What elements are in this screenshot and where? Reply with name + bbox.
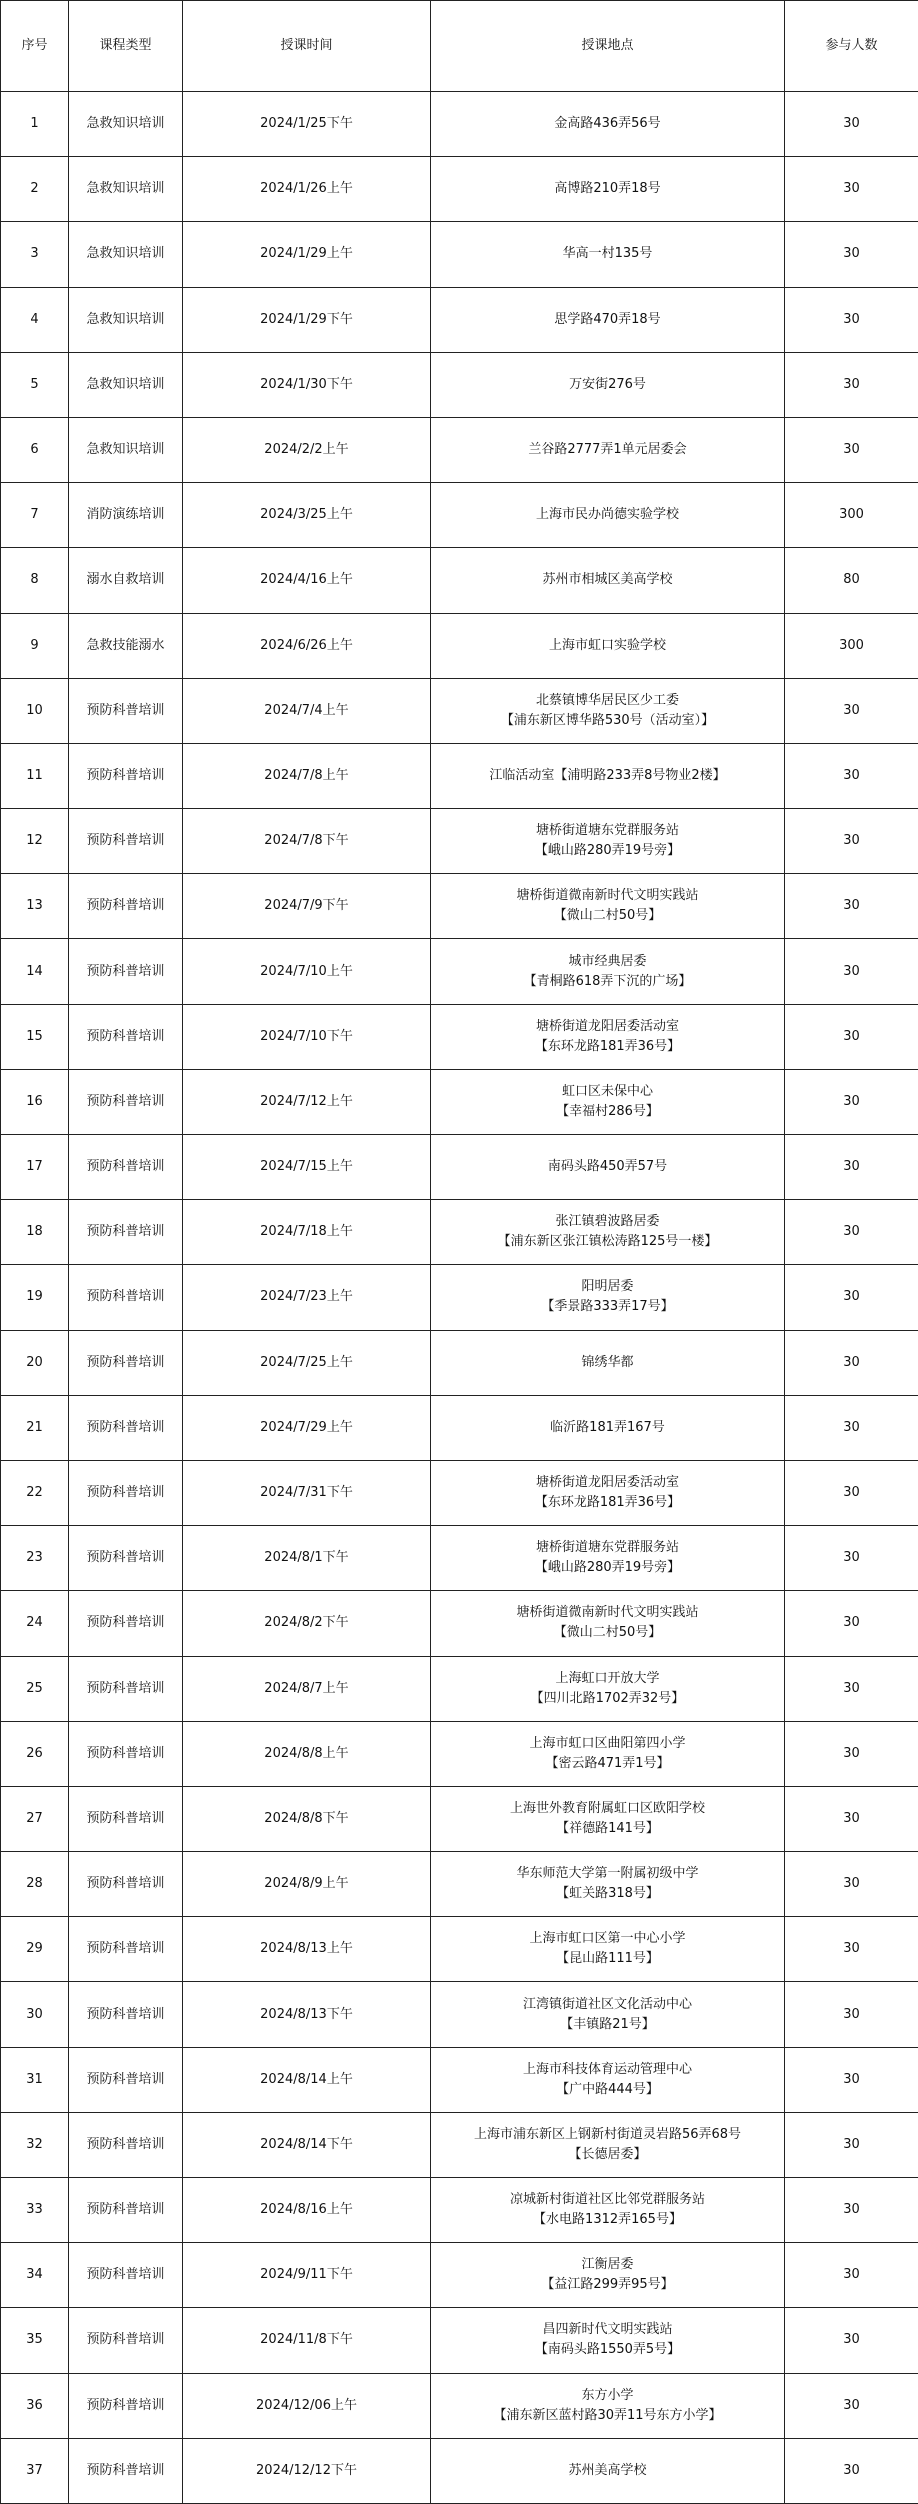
row-index: 4 (1, 287, 69, 352)
row-index: 26 (1, 1721, 69, 1786)
table-row (1, 678, 918, 743)
row-course-type: 急救知识培训 (69, 157, 183, 222)
location-line-1: 虹口区未保中心 (435, 1082, 780, 1102)
row-participants: 30 (785, 678, 918, 743)
table-row (1, 483, 918, 548)
row-course-type: 预防科普培训 (69, 2243, 183, 2308)
row-participants: 30 (785, 1982, 918, 2047)
location-line-1: 南码头路450弄57号 (435, 1157, 780, 1177)
row-index: 30 (1, 1982, 69, 2047)
row-index: 17 (1, 1135, 69, 1200)
location-line-1: 张江镇碧波路居委 (435, 1212, 780, 1232)
location-line-2: 【虹关路318号】 (435, 1884, 780, 1904)
row-location (431, 1200, 785, 1265)
row-time: 2024/8/1下午 (183, 1526, 431, 1591)
row-participants: 30 (785, 1917, 918, 1982)
table-row (1, 1852, 918, 1917)
row-location (431, 1395, 785, 1460)
row-participants: 30 (785, 1265, 918, 1330)
row-time: 2024/1/25下午 (183, 92, 431, 157)
location-line-2: 【东环龙路181弄36号】 (435, 1493, 780, 1513)
location-line-1: 华高一村135号 (435, 244, 780, 264)
row-course-type: 预防科普培训 (69, 1135, 183, 1200)
location-line-1: 苏州美高学校 (435, 2461, 780, 2481)
row-time: 2024/7/29上午 (183, 1395, 431, 1460)
row-index: 10 (1, 678, 69, 743)
table-row (1, 2373, 918, 2438)
row-location (431, 2308, 785, 2373)
row-participants: 30 (785, 1200, 918, 1265)
table-row (1, 1265, 918, 1330)
row-index: 15 (1, 1004, 69, 1069)
row-time: 2024/3/25上午 (183, 483, 431, 548)
row-time: 2024/8/14下午 (183, 2112, 431, 2177)
row-index: 6 (1, 417, 69, 482)
header-participants: 参与人数 (785, 1, 918, 92)
row-time: 2024/1/29上午 (183, 222, 431, 287)
row-location (431, 2178, 785, 2243)
row-time: 2024/7/12上午 (183, 1069, 431, 1134)
row-location (431, 1265, 785, 1330)
row-participants: 30 (785, 1069, 918, 1134)
row-time: 2024/8/9上午 (183, 1852, 431, 1917)
location-line-2: 【浦东新区蓝村路30弄11号东方小学】 (435, 2406, 780, 2426)
row-course-type: 预防科普培训 (69, 874, 183, 939)
row-time: 2024/7/8上午 (183, 743, 431, 808)
location-line-1: 塘桥街道微南新时代文明实践站 (435, 1603, 780, 1623)
location-line-2: 【微山二村50号】 (435, 906, 780, 926)
row-location (431, 222, 785, 287)
row-location (431, 743, 785, 808)
row-location (431, 1786, 785, 1851)
table-row (1, 1526, 918, 1591)
location-line-1: 江湾镇街道社区文化活动中心 (435, 1995, 780, 2015)
location-line-2: 【幸福村286号】 (435, 1102, 780, 1122)
row-time: 2024/8/13下午 (183, 1982, 431, 2047)
location-line-2: 【益江路299弄95号】 (435, 2275, 780, 2295)
row-time: 2024/8/13上午 (183, 1917, 431, 1982)
row-index: 34 (1, 2243, 69, 2308)
location-line-2: 【丰镇路21号】 (435, 2015, 780, 2035)
row-participants: 30 (785, 809, 918, 874)
row-location (431, 92, 785, 157)
row-time: 2024/8/16上午 (183, 2178, 431, 2243)
row-index: 13 (1, 874, 69, 939)
row-course-type: 消防演练培训 (69, 483, 183, 548)
row-participants: 30 (785, 287, 918, 352)
header-location: 授课地点 (431, 1, 785, 92)
row-course-type: 预防科普培训 (69, 939, 183, 1004)
row-participants: 30 (785, 1721, 918, 1786)
location-line-2: 【南码头路1550弄5号】 (435, 2340, 780, 2360)
table-row (1, 287, 918, 352)
row-course-type: 预防科普培训 (69, 1395, 183, 1460)
location-line-1: 上海市虹口区第一中心小学 (435, 1929, 780, 1949)
table-row (1, 1917, 918, 1982)
row-location (431, 874, 785, 939)
row-course-type: 急救知识培训 (69, 287, 183, 352)
row-index: 8 (1, 548, 69, 613)
row-course-type: 预防科普培训 (69, 1460, 183, 1525)
row-time: 2024/1/26上午 (183, 157, 431, 222)
table-row (1, 1786, 918, 1851)
location-line-1: 阳明居委 (435, 1277, 780, 1297)
row-index: 14 (1, 939, 69, 1004)
row-index: 36 (1, 2373, 69, 2438)
location-line-1: 上海市虹口实验学校 (435, 636, 780, 656)
row-participants: 30 (785, 939, 918, 1004)
row-participants: 30 (785, 352, 918, 417)
row-location (431, 613, 785, 678)
table-row (1, 1721, 918, 1786)
row-time: 2024/7/15上午 (183, 1135, 431, 1200)
location-line-1: 东方小学 (435, 2386, 780, 2406)
row-course-type: 预防科普培训 (69, 1265, 183, 1330)
table-row (1, 1656, 918, 1721)
location-line-2: 【昆山路111号】 (435, 1949, 780, 1969)
row-location (431, 287, 785, 352)
row-participants: 30 (785, 2047, 918, 2112)
location-line-2: 【微山二村50号】 (435, 1623, 780, 1643)
row-location (431, 2438, 785, 2503)
row-time: 2024/7/8下午 (183, 809, 431, 874)
location-line-1: 苏州市相城区美高学校 (435, 570, 780, 590)
row-location (431, 1591, 785, 1656)
row-participants: 30 (785, 2112, 918, 2177)
table-body (1, 92, 918, 2504)
row-course-type: 预防科普培训 (69, 1004, 183, 1069)
row-course-type: 预防科普培训 (69, 2112, 183, 2177)
row-time: 2024/4/16上午 (183, 548, 431, 613)
location-line-1: 昌四新时代文明实践站 (435, 2320, 780, 2340)
location-line-1: 高博路210弄18号 (435, 179, 780, 199)
row-location (431, 1982, 785, 2047)
header-course-type: 课程类型 (69, 1, 183, 92)
row-time: 2024/7/18上午 (183, 1200, 431, 1265)
row-course-type: 预防科普培训 (69, 2438, 183, 2503)
row-course-type: 预防科普培训 (69, 1852, 183, 1917)
row-participants: 30 (785, 1395, 918, 1460)
table-row (1, 2308, 918, 2373)
row-course-type: 预防科普培训 (69, 1069, 183, 1134)
location-line-1: 江临活动室【浦明路233弄8号物业2楼】 (435, 766, 780, 786)
row-participants: 30 (785, 1330, 918, 1395)
row-index: 7 (1, 483, 69, 548)
location-line-1: 万安街276号 (435, 375, 780, 395)
row-location (431, 548, 785, 613)
row-index: 1 (1, 92, 69, 157)
row-time: 2024/9/11下午 (183, 2243, 431, 2308)
row-time: 2024/8/7上午 (183, 1656, 431, 1721)
table-row (1, 2438, 918, 2503)
row-index: 25 (1, 1656, 69, 1721)
table-row (1, 2047, 918, 2112)
table-row (1, 2112, 918, 2177)
header-time: 授课时间 (183, 1, 431, 92)
row-course-type: 预防科普培训 (69, 678, 183, 743)
row-time: 2024/7/31下午 (183, 1460, 431, 1525)
row-participants: 30 (785, 1786, 918, 1851)
row-location (431, 1004, 785, 1069)
header-row (1, 1, 918, 92)
location-line-1: 北蔡镇博华居民区少工委 (435, 691, 780, 711)
row-time: 2024/7/25上午 (183, 1330, 431, 1395)
row-course-type: 预防科普培训 (69, 1591, 183, 1656)
row-location (431, 2243, 785, 2308)
location-line-2: 【密云路471弄1号】 (435, 1754, 780, 1774)
table-row (1, 1591, 918, 1656)
location-line-1: 凉城新村街道社区比邻党群服务站 (435, 2190, 780, 2210)
location-line-2: 【峨山路280弄19号旁】 (435, 841, 780, 861)
row-index: 33 (1, 2178, 69, 2243)
row-index: 31 (1, 2047, 69, 2112)
row-course-type: 预防科普培训 (69, 1656, 183, 1721)
location-line-1: 兰谷路2777弄1单元居委会 (435, 440, 780, 460)
location-line-1: 上海市民办尚德实验学校 (435, 505, 780, 525)
row-participants: 30 (785, 1526, 918, 1591)
row-location (431, 2047, 785, 2112)
row-participants: 30 (785, 2308, 918, 2373)
row-time: 2024/11/8下午 (183, 2308, 431, 2373)
table-row (1, 157, 918, 222)
location-line-1: 上海市浦东新区上钢新村街道灵岩路56弄68号 (435, 2125, 780, 2145)
row-index: 37 (1, 2438, 69, 2503)
table-row (1, 939, 918, 1004)
row-course-type: 急救技能溺水 (69, 613, 183, 678)
row-course-type: 溺水自救培训 (69, 548, 183, 613)
location-line-2: 【广中路444号】 (435, 2080, 780, 2100)
location-line-2: 【季景路333弄17号】 (435, 1297, 780, 1317)
location-line-1: 塘桥街道龙阳居委活动室 (435, 1017, 780, 1037)
row-location (431, 1330, 785, 1395)
row-course-type: 预防科普培训 (69, 1721, 183, 1786)
row-course-type: 预防科普培训 (69, 1200, 183, 1265)
table-row (1, 352, 918, 417)
table-row (1, 1982, 918, 2047)
row-index: 12 (1, 809, 69, 874)
row-course-type: 预防科普培训 (69, 1526, 183, 1591)
row-participants: 30 (785, 2178, 918, 2243)
table-row (1, 417, 918, 482)
row-participants: 30 (785, 1852, 918, 1917)
row-location (431, 1135, 785, 1200)
row-location (431, 352, 785, 417)
row-index: 21 (1, 1395, 69, 1460)
table-row (1, 1395, 918, 1460)
row-location (431, 2373, 785, 2438)
table-row (1, 548, 918, 613)
row-index: 32 (1, 2112, 69, 2177)
row-course-type: 急救知识培训 (69, 352, 183, 417)
row-index: 18 (1, 1200, 69, 1265)
row-course-type: 急救知识培训 (69, 417, 183, 482)
row-index: 19 (1, 1265, 69, 1330)
row-index: 22 (1, 1460, 69, 1525)
row-location (431, 809, 785, 874)
row-time: 2024/7/9下午 (183, 874, 431, 939)
location-line-2: 【四川北路1702弄32号】 (435, 1689, 780, 1709)
row-index: 29 (1, 1917, 69, 1982)
row-time: 2024/12/06上午 (183, 2373, 431, 2438)
row-participants: 30 (785, 1135, 918, 1200)
row-location (431, 1526, 785, 1591)
row-location (431, 2112, 785, 2177)
row-time: 2024/8/2下午 (183, 1591, 431, 1656)
row-time: 2024/1/30下午 (183, 352, 431, 417)
location-line-1: 上海市科技体育运动管理中心 (435, 2060, 780, 2080)
location-line-1: 金高路436弄56号 (435, 114, 780, 134)
row-participants: 30 (785, 874, 918, 939)
row-participants: 30 (785, 743, 918, 808)
row-participants: 30 (785, 417, 918, 482)
location-line-1: 华东师范大学第一附属初级中学 (435, 1864, 780, 1884)
row-time: 2024/12/12下午 (183, 2438, 431, 2503)
row-index: 20 (1, 1330, 69, 1395)
row-location (431, 1069, 785, 1134)
table-row (1, 222, 918, 287)
row-course-type: 急救知识培训 (69, 92, 183, 157)
row-time: 2024/7/10下午 (183, 1004, 431, 1069)
location-line-2: 【东环龙路181弄36号】 (435, 1037, 780, 1057)
location-line-2: 【青桐路618弄下沉的广场】 (435, 972, 780, 992)
row-course-type: 预防科普培训 (69, 2047, 183, 2112)
row-index: 9 (1, 613, 69, 678)
row-location (431, 1917, 785, 1982)
location-line-1: 思学路470弄18号 (435, 310, 780, 330)
location-line-1: 塘桥街道龙阳居委活动室 (435, 1473, 780, 1493)
row-participants: 30 (785, 1656, 918, 1721)
location-line-1: 锦绣华都 (435, 1353, 780, 1373)
row-course-type: 预防科普培训 (69, 743, 183, 808)
location-line-1: 上海世外教育附属虹口区欧阳学校 (435, 1799, 780, 1819)
row-participants: 30 (785, 2243, 918, 2308)
row-course-type: 预防科普培训 (69, 1982, 183, 2047)
location-line-2: 【浦东新区博华路530号（活动室）】 (435, 711, 780, 731)
location-line-2: 【祥德路141号】 (435, 1819, 780, 1839)
table-row (1, 613, 918, 678)
location-line-1: 上海市虹口区曲阳第四小学 (435, 1734, 780, 1754)
row-location (431, 157, 785, 222)
row-index: 3 (1, 222, 69, 287)
row-participants: 30 (785, 1460, 918, 1525)
row-index: 35 (1, 2308, 69, 2373)
row-location (431, 1656, 785, 1721)
location-line-1: 塘桥街道塘东党群服务站 (435, 1538, 780, 1558)
row-course-type: 预防科普培训 (69, 809, 183, 874)
table-row (1, 1004, 918, 1069)
row-location (431, 678, 785, 743)
table-row (1, 743, 918, 808)
row-index: 2 (1, 157, 69, 222)
row-course-type: 预防科普培训 (69, 2373, 183, 2438)
row-time: 2024/8/8下午 (183, 1786, 431, 1851)
row-time: 2024/1/29下午 (183, 287, 431, 352)
row-participants: 80 (785, 548, 918, 613)
row-course-type: 预防科普培训 (69, 2178, 183, 2243)
row-index: 5 (1, 352, 69, 417)
row-time: 2024/6/26上午 (183, 613, 431, 678)
row-location (431, 939, 785, 1004)
row-location (431, 1721, 785, 1786)
row-participants: 30 (785, 92, 918, 157)
table-row (1, 809, 918, 874)
row-course-type: 急救知识培训 (69, 222, 183, 287)
location-line-1: 塘桥街道微南新时代文明实践站 (435, 886, 780, 906)
row-course-type: 预防科普培训 (69, 1330, 183, 1395)
header-index: 序号 (1, 1, 69, 92)
table-row (1, 1460, 918, 1525)
row-location (431, 483, 785, 548)
location-line-1: 临沂路181弄167号 (435, 1418, 780, 1438)
row-time: 2024/7/10上午 (183, 939, 431, 1004)
row-index: 23 (1, 1526, 69, 1591)
row-participants: 30 (785, 157, 918, 222)
row-location (431, 1460, 785, 1525)
row-participants: 30 (785, 2373, 918, 2438)
row-course-type: 预防科普培训 (69, 1786, 183, 1851)
table-row (1, 92, 918, 157)
table-row (1, 874, 918, 939)
table-row (1, 1069, 918, 1134)
row-participants: 30 (785, 1004, 918, 1069)
table-row (1, 1330, 918, 1395)
row-time: 2024/2/2上午 (183, 417, 431, 482)
table-row (1, 1135, 918, 1200)
row-time: 2024/7/23上午 (183, 1265, 431, 1330)
location-line-2: 【水电路1312弄165号】 (435, 2210, 780, 2230)
row-time: 2024/8/8上午 (183, 1721, 431, 1786)
location-line-1: 上海虹口开放大学 (435, 1669, 780, 1689)
row-index: 28 (1, 1852, 69, 1917)
table-row (1, 2243, 918, 2308)
location-line-1: 城市经典居委 (435, 952, 780, 972)
location-line-2: 【浦东新区张江镇松涛路125号一楼】 (435, 1232, 780, 1252)
row-participants: 300 (785, 613, 918, 678)
row-participants: 300 (785, 483, 918, 548)
row-participants: 30 (785, 2438, 918, 2503)
table-row (1, 2178, 918, 2243)
row-index: 24 (1, 1591, 69, 1656)
row-participants: 30 (785, 1591, 918, 1656)
row-course-type: 预防科普培训 (69, 2308, 183, 2373)
row-index: 16 (1, 1069, 69, 1134)
row-course-type: 预防科普培训 (69, 1917, 183, 1982)
row-index: 11 (1, 743, 69, 808)
location-line-2: 【长德居委】 (435, 2145, 780, 2165)
location-line-1: 塘桥街道塘东党群服务站 (435, 821, 780, 841)
row-time: 2024/8/14上午 (183, 2047, 431, 2112)
row-index: 27 (1, 1786, 69, 1851)
location-line-2: 【峨山路280弄19号旁】 (435, 1558, 780, 1578)
row-location (431, 1852, 785, 1917)
row-location (431, 417, 785, 482)
location-line-1: 江衡居委 (435, 2255, 780, 2275)
table-row (1, 1200, 918, 1265)
row-time: 2024/7/4上午 (183, 678, 431, 743)
row-participants: 30 (785, 222, 918, 287)
